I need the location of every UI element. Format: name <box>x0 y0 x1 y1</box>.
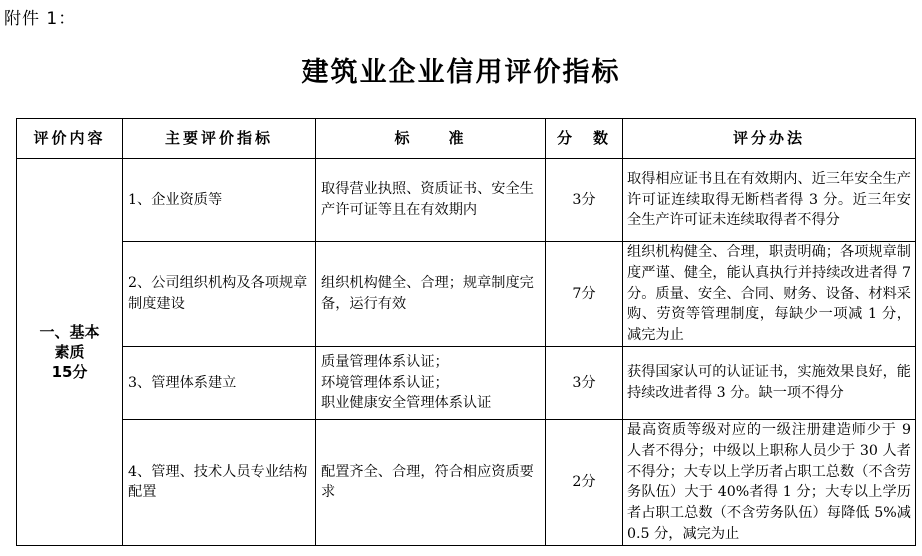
category-basic-quality <box>17 159 123 546</box>
table-row <box>17 419 916 545</box>
header-score: 分 数 <box>546 119 623 159</box>
indicator-cell: 2、公司组织机构及各项规章制度建设 <box>123 242 316 347</box>
score-cell: 7分 <box>546 242 623 347</box>
standard-line: 环境管理体系认证； <box>321 374 449 391</box>
indicator-cell: 1、企业资质等 <box>123 159 316 242</box>
standard-cell: 取得营业执照、资质证书、安全生产许可证等且在有效期内 <box>316 159 546 242</box>
table-row <box>17 159 916 242</box>
category-line-2: 素质 <box>54 342 85 361</box>
score-cell: 3分 <box>546 346 623 419</box>
document-title: 建筑业企业信用评价指标 <box>301 57 621 88</box>
standard-line: 质量管理体系认证； <box>321 353 449 370</box>
score-cell: 3分 <box>546 159 623 242</box>
standard-line: 职业健康安全管理体系认证 <box>321 395 492 412</box>
method-cell: 组织机构健全、合理，职责明确；各项规章制度严谨、健全，能认真执行并持续改进者得 7 分。质量、安全、合同、财务、设备、材料采购、劳资等管理制度，每缺少一项减 1 分，减完为止 <box>623 242 916 347</box>
score-cell: 2分 <box>546 419 623 545</box>
category-line-1: 一、基本 <box>39 322 100 341</box>
standard-cell: 组织机构健全、合理；规章制度完备，运行有效 <box>316 242 546 347</box>
standard-cell <box>316 346 546 419</box>
method-cell: 取得相应证书且在有效期内、近三年安全生产许可证连续取得无断档者得 3 分。近三年安全生产许可证未连续取得者不得分 <box>623 159 916 242</box>
table-header-row <box>17 119 916 159</box>
header-standard: 标 准 <box>316 119 546 159</box>
table-row <box>17 346 916 419</box>
standard-cell: 配置齐全、合理，符合相应资质要求 <box>316 419 546 545</box>
credit-evaluation-table <box>16 118 916 546</box>
method-cell: 获得国家认可的认证证书，实施效果良好，能持续改进者得 3 分。缺一项不得分 <box>623 346 916 419</box>
header-scoring-method: 评分办法 <box>623 119 916 159</box>
table-row <box>17 242 916 347</box>
method-cell: 最高资质等级对应的一级注册建造师少于 9 人者不得分；中级以上职称人员少于 30 人者不得分；大专以上学历者占职工总数（不含劳务队伍）大于 40%者得 1 分；大专以上学历者占职工总数（不含劳务队伍）每降低 5%减 0.5 分，减完为止 <box>623 419 916 545</box>
attachment-label: 附件 1： <box>4 9 77 29</box>
header-evaluation-content: 评价内容 <box>17 119 123 159</box>
indicator-cell: 3、管理体系建立 <box>123 346 316 419</box>
header-main-indicator: 主要评价指标 <box>123 119 316 159</box>
category-line-3: 15分 <box>51 362 88 381</box>
indicator-cell: 4、管理、技术人员专业结构配置 <box>123 419 316 545</box>
